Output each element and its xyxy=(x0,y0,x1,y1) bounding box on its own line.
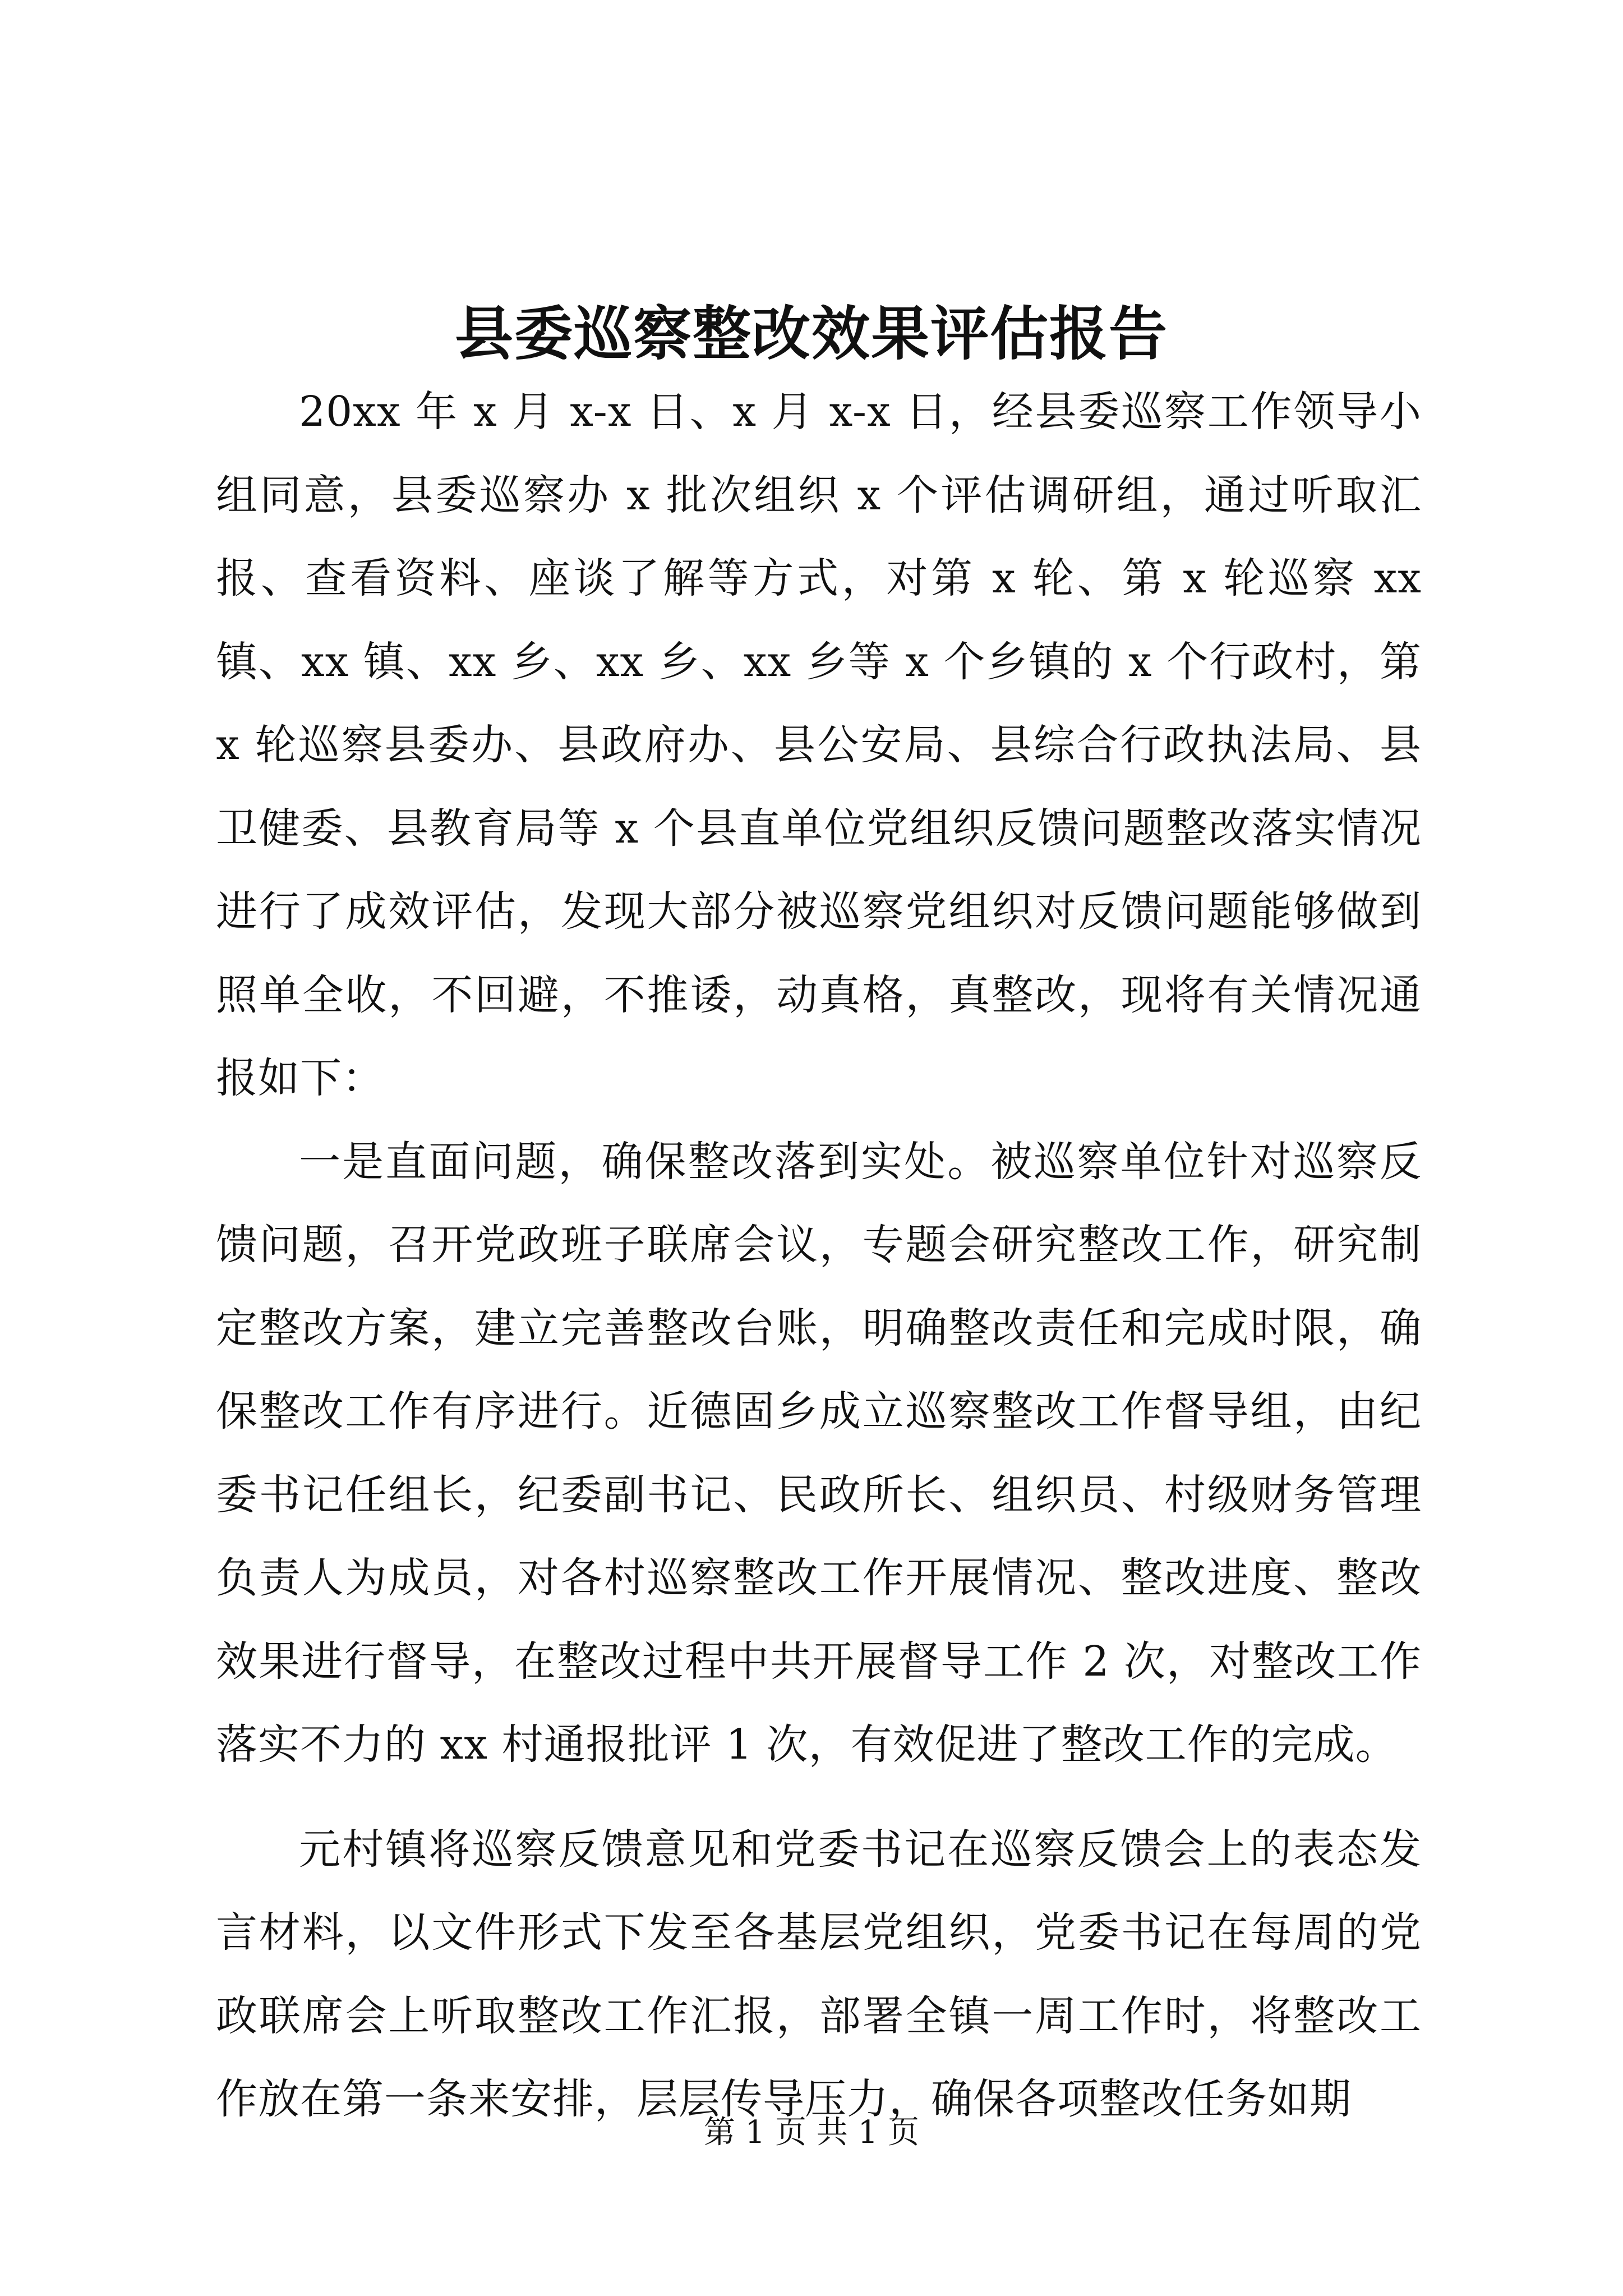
paragraph-point-one: 一是直面问题，确保整改落到实处。被巡察单位针对巡察反馈问题，召开党政班子联席会议，专题会研究整改工作，研究制定整改方案，建立完善整改台账，明确整改责任和完成时限，确保整改工作有序进行。近德固乡成立巡察整改工作督导组，由纪委书记任组长，纪委副书记、民政所长、组织员、村级财务管理负责人为成员，对各村巡察整改工作开展情况、整改进度、整改效果进行督导，在整改过程中共开展督导工作 2 次，对整改工作落实不力的 xx 村通报批评 1 次，有效促进了整改工作的完成。 xyxy=(216,1137,1422,1769)
paragraph-intro: 20xx 年 x 月 x-x 日、x 月 x-x 日，经县委巡察工作领导小组同意，县委巡察办 x 批次组织 x 个评估调研组，通过听取汇报、查看资料、座谈了解等方式，对第 x 轮、第 x 轮巡察 xx 镇、xx 镇、xx 乡、xx 乡、xx 乡等 x 个乡镇的 x 个行政村，第 x 轮巡察县委办、县政府办、县公安局、县综合行政执法局、县卫健委、县教育局等 x 个县直单位党组织反馈问题整改落实情况进行了成效评估，发现大部分被巡察党组织对反馈问题能够做到照单全收，不回避，不推诿，动真格，真整改，现将有关情况通报如下： xyxy=(216,388,1422,1102)
document-body xyxy=(216,370,1422,2141)
page-footer: 第 1 页 共 1 页 xyxy=(703,2114,920,2151)
paragraph-yuancun: 元村镇将巡察反馈意见和党委书记在巡察反馈会上的表态发言材料，以文件形式下发至各基层党组织，党委书记在每周的党政联席会上听取整改工作汇报，部署全镇一周工作时，将整改工作放在第一条来安排，层层传导压力，确保各项整改任务如期 xyxy=(216,1825,1422,2123)
document-title: 县委巡察整改效果评估报告 xyxy=(454,299,1168,368)
